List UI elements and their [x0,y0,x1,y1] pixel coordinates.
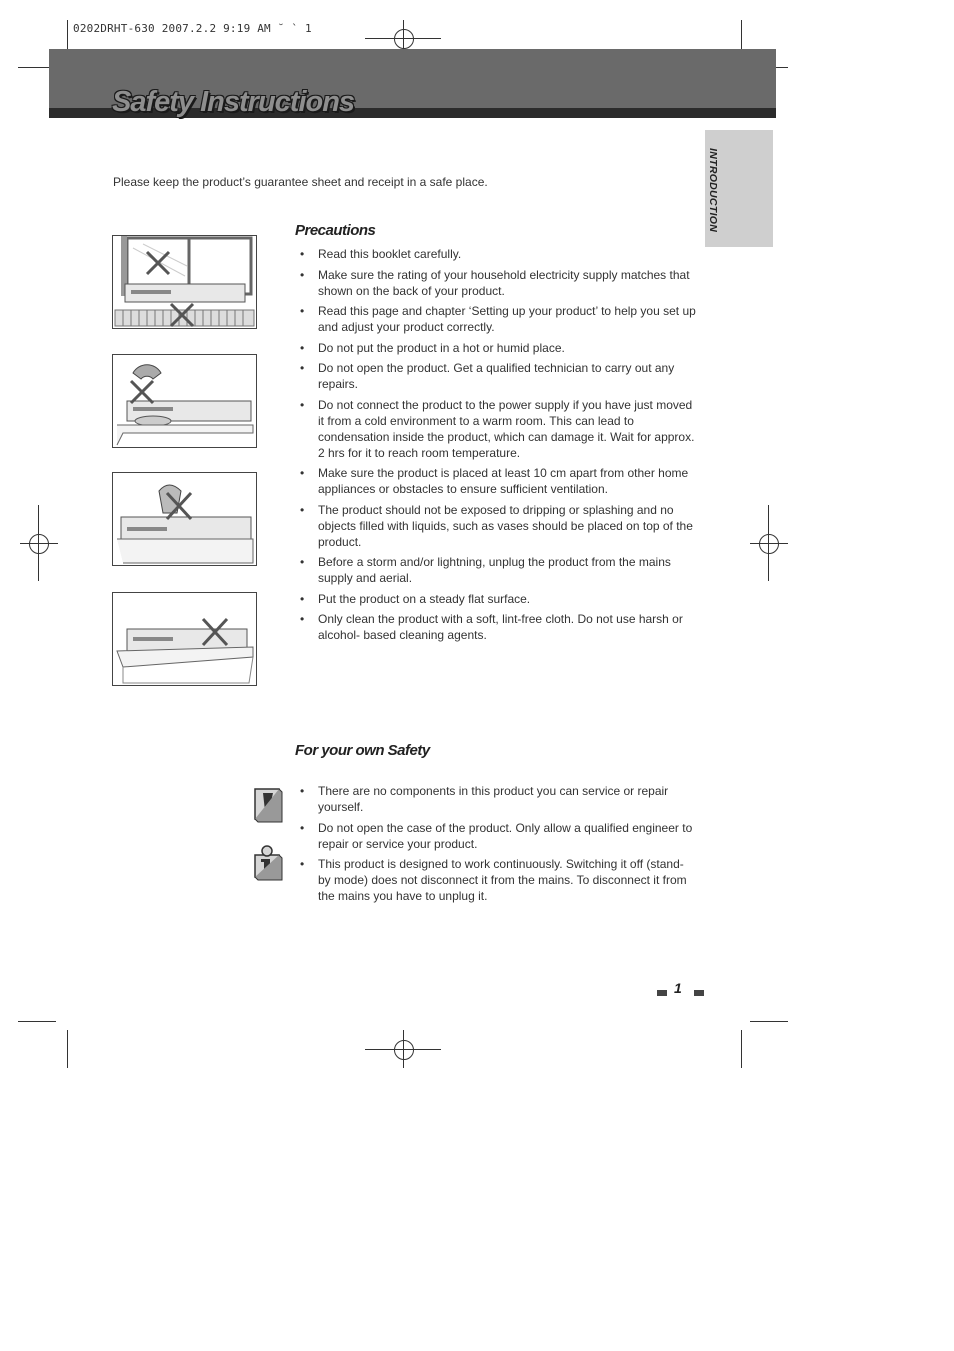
list-item: • Do not open the case of the product. Only allow a qualified engineer to repair or service your product. [296,820,696,852]
precautions-heading: Precautions [295,222,376,239]
print-header: 0202DRHT-630 2007.2.2 9:19 AM ˘ ` 1 [73,22,312,35]
list-item: • Only clean the product with a soft, lint-free cloth. Do not use harsh or alcohol- based cleaning agents. [296,611,696,643]
list-item: • There are no components in this product you can service or repair yourself. [296,783,696,815]
list-item: • Put the product on a steady flat surface. [296,591,696,607]
list-item: • Read this booklet carefully. [296,246,696,262]
info-icon [251,843,283,881]
uneven-surface-illustration [112,592,257,686]
page-number: 1 [674,980,682,996]
window-sunlight-radiator-illustration [112,235,257,329]
section-tab [705,130,773,247]
list-item: • Do not put the product in a hot or humid place. [296,340,696,356]
list-item: • Before a storm and/or lightning, unplug the product from the mains supply and aerial. [296,554,696,586]
vase-illustration [112,472,257,566]
intro-text: Please keep the product’s guarantee sheet and receipt in a safe place. [113,175,488,189]
list-item: • Make sure the rating of your household electricity supply matches that shown on the back of your product. [296,267,696,299]
caution-icon [251,785,283,823]
precautions-list [296,246,696,648]
list-item: • Do not open the product. Get a qualified technician to carry out any repairs. [296,360,696,392]
list-item: • Read this page and chapter ‘Setting up your product’ to help you set up and adjust your product correctly. [296,303,696,335]
section-tab-label: INTRODUCTION [707,148,719,233]
page-number-marker-left [657,990,667,996]
list-item: • Make sure the product is placed at least 10 cm apart from other home appliances or obstacles to ensure sufficient ventilation. [296,465,696,497]
magnet-illustration [112,354,257,448]
list-item: • The product should not be exposed to dripping or splashing and no objects filled with liquids, such as vases should be placed on top of the product. [296,502,696,550]
safety-list [296,783,696,909]
safety-heading: For your own Safety [295,742,430,759]
page-number-marker-right [694,990,704,996]
list-item: • Do not connect the product to the power supply if you have just moved it from a cold environment to a warm room. This can lead to condensation inside the product, which can damage it. Wait for approx. 2 hrs for it to reach room temperature. [296,397,696,461]
page-title: Safety Instructions [112,86,355,118]
list-item: • This product is designed to work continuously. Switching it off (stand-by mode) does not disconnect it from the mains. To disconnect it from the mains you have to unplug it. [296,856,696,904]
